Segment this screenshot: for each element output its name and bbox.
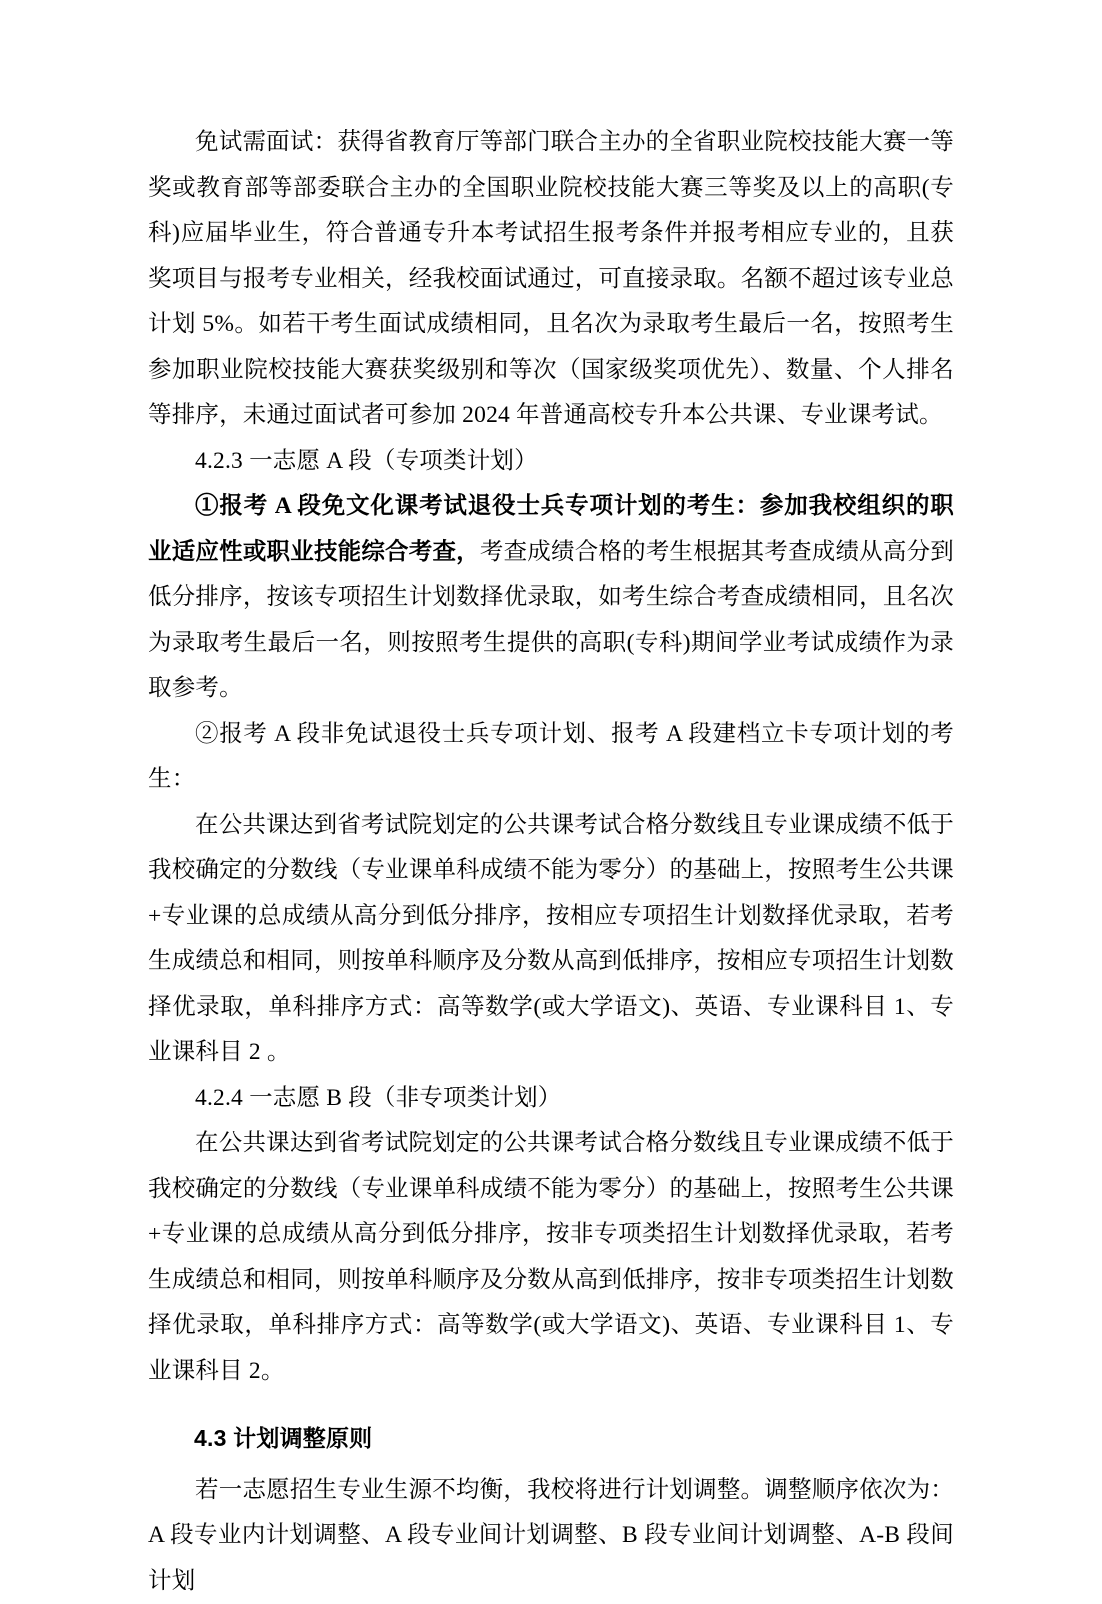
paragraph-exemption-interview: 免试需面试：获得省教育厅等部门联合主办的全省职业院校技能大赛一等奖或教育部等部委联合主办的全国职业院校技能大赛三等奖及以上的高职(专科)应届毕业生，符合普通专升本考试招生报考条件并报考相应专业的，且获奖项目与报考专业相关，经我校面试通过，可直接录取。名额不超过该专业总计划 5%。如若干考生面试成绩相同，且名次为录取考生最后一名，按照考生参加职业院校技能大赛获奖级别和等次（国家级奖项优先）、数量、个人排名等排序，未通过面试者可参加 2024 年普通高校专升本公共课、专业课考试。 (148, 120, 954, 439)
document-body (148, 120, 954, 1604)
paragraph-item-1 (148, 484, 954, 712)
paragraph-section-4-2-4-body: 在公共课达到省考试院划定的公共课考试合格分数线且专业课成绩不低于我校确定的分数线（专业课单科成绩不能为零分）的基础上，按照考生公共课+专业课的总成绩从高分到低分排序，按非专项类招生计划数择优录取，若考生成绩总和相同，则按单科顺序及分数从高到低排序，按非专项类招生计划数择优录取，单科排序方式：高等数学(或大学语文)、英语、专业课科目 1、专业课科目 2。 (148, 1121, 954, 1394)
heading-4-2-3: 4.2.3 一志愿 A 段（专项类计划） (148, 439, 954, 485)
item-1-rest: 考查成绩合格的考生根据其考查成绩从高分到低分排序，按该专项招生计划数择优录取，如考生综合考查成绩相同，且名次为录取考生最后一名，则按照考生提供的高职(专科)期间学业考试成绩作为录取参考。 (148, 539, 954, 702)
heading-4-3: 4.3 计划调整原则 (148, 1416, 954, 1462)
heading-4-2-4: 4.2.4 一志愿 B 段（非专项类计划） (148, 1076, 954, 1122)
paragraph-section-4-3-body: 若一志愿招生专业生源不均衡，我校将进行计划调整。调整顺序依次为：A 段专业内计划调整、A 段专业间计划调整、B 段专业间计划调整、A-B 段间计划 (148, 1468, 954, 1604)
paragraph-item-2-body: 在公共课达到省考试院划定的公共课考试合格分数线且专业课成绩不低于我校确定的分数线（专业课单科成绩不能为零分）的基础上，按照考生公共课+专业课的总成绩从高分到低分排序，按相应专项招生计划数择优录取，若考生成绩总和相同，则按单科顺序及分数从高到低排序，按相应专项招生计划数择优录取，单科排序方式：高等数学(或大学语文)、英语、专业课科目 1、专业课科目 2 。 (148, 803, 954, 1076)
item-1-bold-lead: ①报考 A 段免文化课考试退役士兵专项计划的考生：参加我校组织的职业适应性或职业技能综合考查， (148, 493, 954, 565)
paragraph-item-2-lead: ②报考 A 段非免试退役士兵专项计划、报考 A 段建档立卡专项计划的考生： (148, 712, 954, 803)
